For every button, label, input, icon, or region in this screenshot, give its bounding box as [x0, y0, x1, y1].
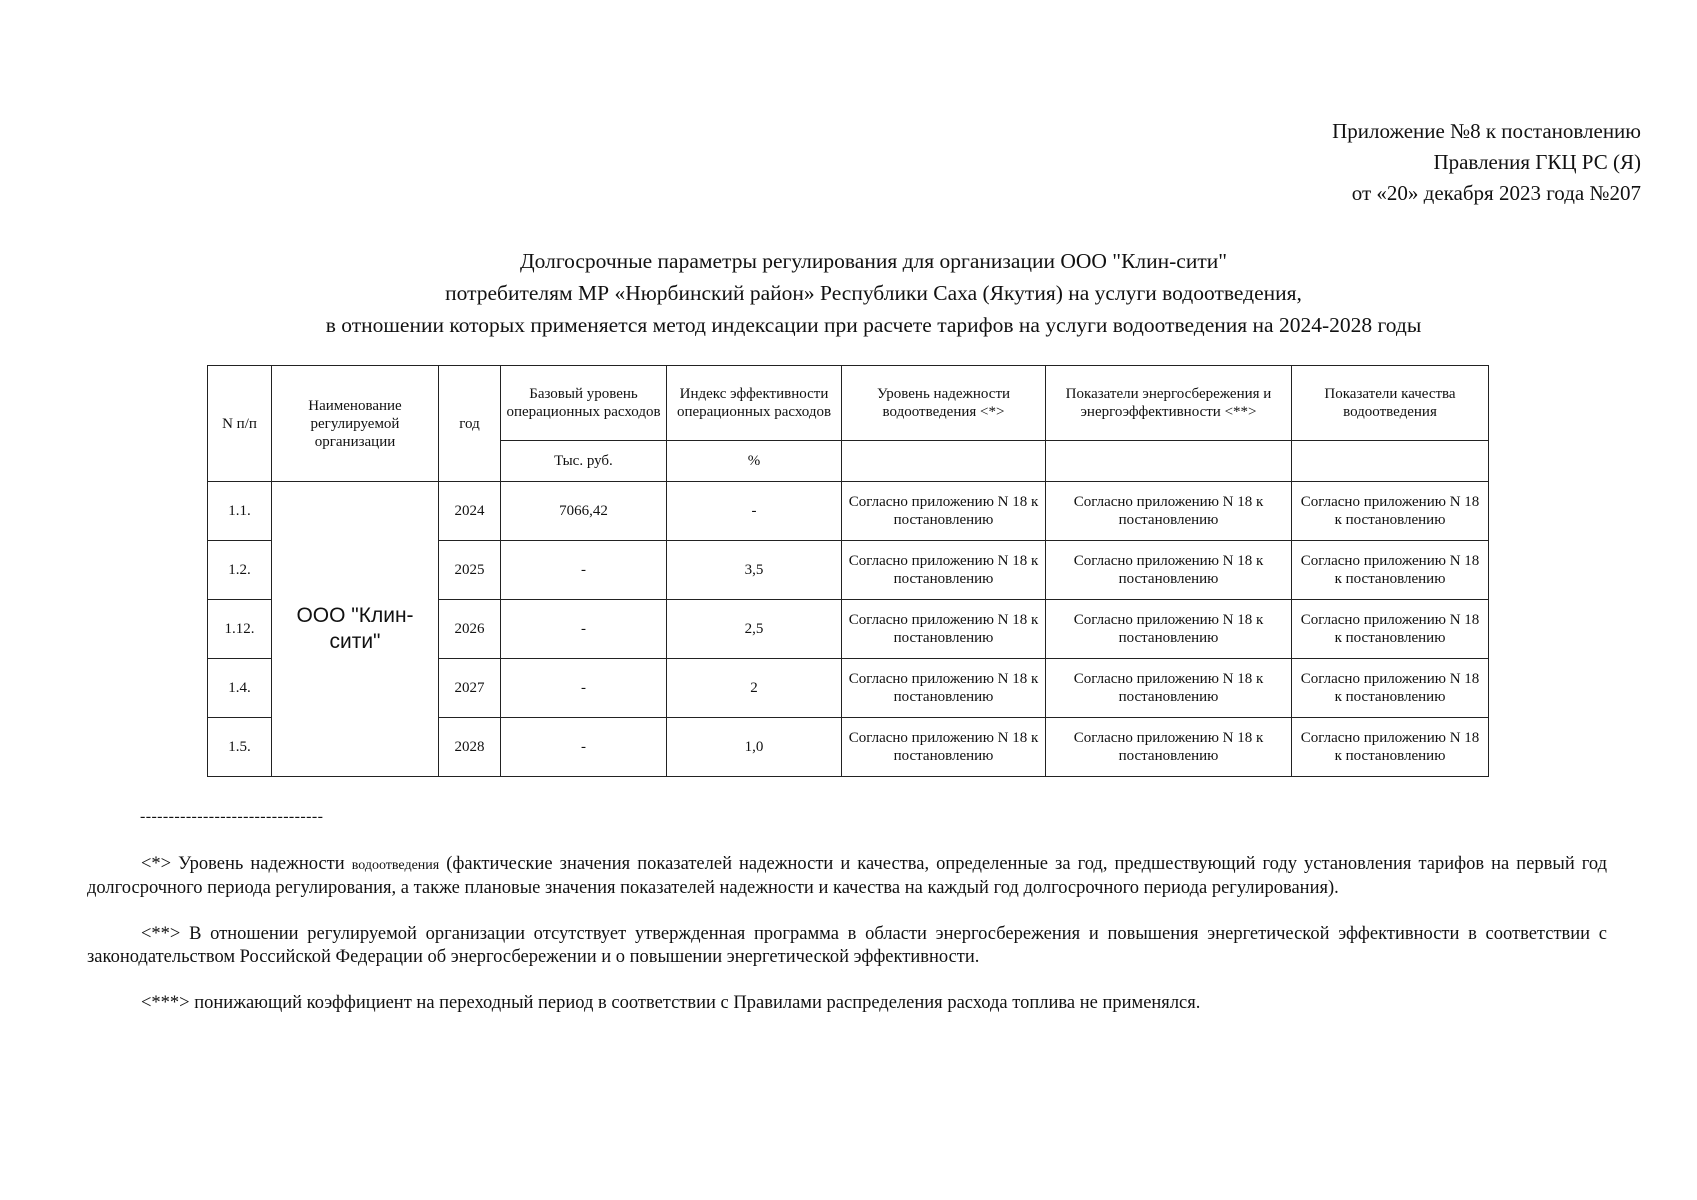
- row-energy: Согласно приложению N 18 к постановлению: [1046, 600, 1292, 659]
- appendix-header: [1332, 116, 1641, 209]
- footnote-1-text: (фактические значения показателей надежности и качества, определенные за год, предшествующий году установления тарифов на первый год долгосрочного периода регулирования, а также плановые значения показателей надежности и качества на каждый год долгосрочного периода регулирования).: [87, 854, 1608, 898]
- header-org-name: Наименование регулируемой организации: [272, 366, 439, 482]
- row-num: 1.5.: [208, 718, 272, 777]
- row-quality: Согласно приложению N 18 к постановлению: [1292, 541, 1489, 600]
- row-index: -: [667, 482, 842, 541]
- row-energy: Согласно приложению N 18 к постановлению: [1046, 482, 1292, 541]
- appendix-line-2: Правления ГКЦ РС (Я): [1433, 150, 1641, 174]
- row-year: 2028: [439, 718, 501, 777]
- row-year: 2024: [439, 482, 501, 541]
- row-energy: Согласно приложению N 18 к постановлению: [1046, 659, 1292, 718]
- unit-empty: [1292, 441, 1489, 482]
- footnote-1-prefix: <*> Уровень надежности: [141, 854, 345, 874]
- row-year: 2027: [439, 659, 501, 718]
- row-num: 1.2.: [208, 541, 272, 600]
- footnote-1: [87, 853, 1607, 900]
- header-energy-saving: Показатели энергосбережения и энергоэффективности <**>: [1046, 366, 1292, 441]
- header-base-level: Базовый уровень операционных расходов: [501, 366, 667, 441]
- document-title: [0, 245, 1697, 341]
- footnotes: [87, 853, 1607, 1038]
- title-line-2: потребителям МР «Нюрбинский район» Республики Саха (Якутия) на услуги водоотведения,: [445, 281, 1302, 305]
- footnote-1-small: водоотведения: [351, 858, 440, 873]
- title-line-1: Долгосрочные параметры регулирования для организации ООО "Клин-сити": [519, 249, 1228, 273]
- row-year: 2025: [439, 541, 501, 600]
- row-base: -: [501, 600, 667, 659]
- row-reliability: Согласно приложению N 18 к постановлению: [842, 659, 1046, 718]
- appendix-line-3: от «20» декабря 2023 года №207: [1351, 181, 1641, 205]
- title-line-3: в отношении которых применяется метод индексации при расчете тарифов на услуги водоотведения на 2024-2028 годы: [325, 313, 1422, 337]
- org-name-cell: ООО "Клин-сити": [272, 482, 439, 777]
- unit-empty: [1046, 441, 1292, 482]
- row-num: 1.1.: [208, 482, 272, 541]
- row-index: 3,5: [667, 541, 842, 600]
- row-base: -: [501, 659, 667, 718]
- table-row: [208, 482, 1489, 541]
- row-quality: Согласно приложению N 18 к постановлению: [1292, 659, 1489, 718]
- header-quality: Показатели качества водоотведения: [1292, 366, 1489, 441]
- header-efficiency-index: Индекс эффективности операционных расходов: [667, 366, 842, 441]
- row-base: 7066,42: [501, 482, 667, 541]
- row-energy: Согласно приложению N 18 к постановлению: [1046, 718, 1292, 777]
- header-reliability: Уровень надежности водоотведения <*>: [842, 366, 1046, 441]
- row-reliability: Согласно приложению N 18 к постановлению: [842, 600, 1046, 659]
- row-index: 2,5: [667, 600, 842, 659]
- header-row: [208, 366, 1489, 441]
- appendix-line-1: Приложение №8 к постановлению: [1332, 119, 1641, 143]
- row-num: 1.4.: [208, 659, 272, 718]
- footnote-separator: --------------------------------: [140, 808, 324, 825]
- unit-base: Тыс. руб.: [501, 441, 667, 482]
- row-num: 1.12.: [208, 600, 272, 659]
- row-quality: Согласно приложению N 18 к постановлению: [1292, 718, 1489, 777]
- row-reliability: Согласно приложению N 18 к постановлению: [842, 541, 1046, 600]
- parameters-table: [207, 365, 1489, 777]
- row-index: 1,0: [667, 718, 842, 777]
- header-num: N п/п: [208, 366, 272, 482]
- row-quality: Согласно приложению N 18 к постановлению: [1292, 482, 1489, 541]
- row-energy: Согласно приложению N 18 к постановлению: [1046, 541, 1292, 600]
- row-base: -: [501, 718, 667, 777]
- footnote-2: <**> В отношении регулируемой организации отсутствует утвержденная программа в области энергосбережения и повышения энергетической эффективности в соответствии с законодательством Российской Федерации об энергосбережении и о повышении энергетической эффективности.: [87, 924, 1607, 967]
- header-year: год: [439, 366, 501, 482]
- unit-index: %: [667, 441, 842, 482]
- footnote-3: <***> понижающий коэффициент на переходный период в соответствии с Правилами распределения расхода топлива не применялся.: [141, 993, 1201, 1013]
- row-index: 2: [667, 659, 842, 718]
- row-reliability: Согласно приложению N 18 к постановлению: [842, 718, 1046, 777]
- row-year: 2026: [439, 600, 501, 659]
- row-quality: Согласно приложению N 18 к постановлению: [1292, 600, 1489, 659]
- row-reliability: Согласно приложению N 18 к постановлению: [842, 482, 1046, 541]
- unit-empty: [842, 441, 1046, 482]
- row-base: -: [501, 541, 667, 600]
